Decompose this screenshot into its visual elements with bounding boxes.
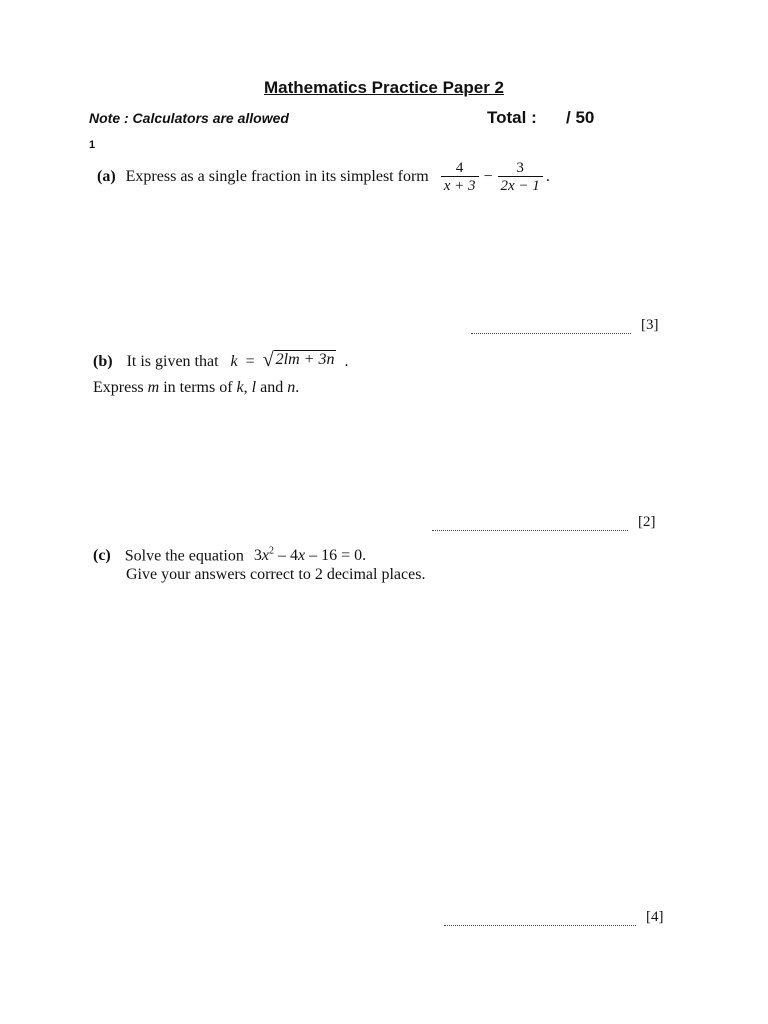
part-b-and: and: [260, 379, 284, 396]
calculator-note: Note : Calculators are allowed: [89, 110, 289, 126]
part-b-instruction: Express m in terms of k, l and n.: [93, 379, 300, 396]
page-title: [0, 78, 768, 98]
equation-end: – 16 = 0.: [305, 547, 367, 565]
equals-sign: =: [245, 353, 255, 370]
answer-line-c: [444, 909, 664, 926]
part-a-end: .: [545, 168, 550, 185]
var-m: m: [147, 379, 160, 396]
part-a-prompt: [97, 160, 550, 194]
var-k-2: k: [236, 379, 244, 396]
fraction-2: [498, 160, 543, 194]
var-l: l: [251, 379, 257, 396]
marks-b: [2]: [638, 514, 656, 530]
fraction-2-denominator: 2x − 1: [498, 176, 543, 194]
radical-sign: √: [262, 349, 274, 371]
part-c-label: (c): [93, 547, 111, 565]
title-text: Mathematics Practice Paper 2: [263, 78, 504, 97]
equation-var-x: x: [261, 547, 269, 565]
fraction-1-denominator: x + 3: [441, 176, 479, 194]
answer-dots-c: [444, 913, 636, 926]
part-c-prompt: [93, 546, 366, 565]
total-score: / 50: [566, 108, 595, 127]
answer-dots-a: [471, 321, 631, 334]
part-c-text: Solve the equation: [124, 547, 244, 565]
part-a-text: Express as a single fraction in its simplest form: [125, 168, 429, 185]
equation: [254, 547, 366, 564]
equation-middle: – 4: [273, 547, 298, 565]
var-k: k: [230, 353, 238, 370]
part-b-prompt: [93, 350, 348, 371]
part-b-text: It is given that: [126, 353, 219, 370]
var-n: n: [287, 379, 296, 396]
part-b-end: .: [344, 353, 349, 370]
part-b-line2-end: .: [295, 379, 300, 396]
marks-a: [3]: [641, 317, 659, 333]
equation-coef: 3: [253, 547, 262, 565]
equation-var-x2: x: [297, 547, 306, 565]
part-a-label: (a): [97, 168, 116, 185]
radicand: 2lm + 3n: [275, 351, 335, 368]
equation-exponent: 2: [268, 546, 274, 557]
part-b-label: (b): [93, 353, 113, 370]
marks-c: [4]: [646, 909, 664, 925]
question-number: 1: [89, 139, 96, 151]
minus-operator: −: [483, 168, 493, 185]
part-c-instruction: Give your answers correct to 2 decimal places.: [126, 566, 426, 583]
fraction-2-numerator: 3: [516, 160, 524, 176]
fraction-1-numerator: 4: [455, 160, 464, 176]
answer-line-b: [432, 514, 656, 531]
answer-dots-b: [432, 518, 628, 531]
part-b-line2-mid: in terms of: [163, 379, 233, 396]
fraction-1: [441, 160, 479, 194]
square-root: [263, 350, 337, 369]
part-b-line2-pre: Express: [93, 379, 144, 396]
total-label: Total :: [487, 108, 537, 127]
answer-line-a: [471, 317, 659, 334]
